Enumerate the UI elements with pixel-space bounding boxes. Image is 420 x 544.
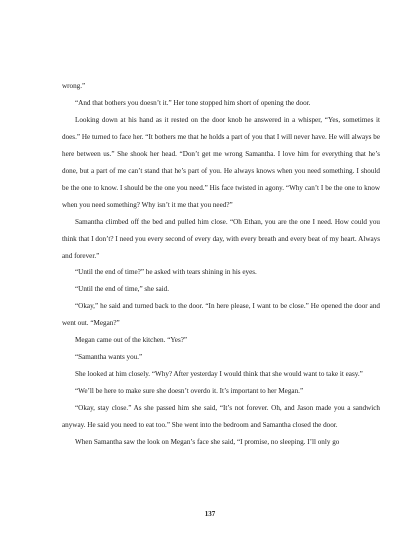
page-number: 137 bbox=[204, 510, 216, 518]
paragraph-10: She looked at him closely. “Why? After yesterday I would think that she would want to take it easy.” bbox=[75, 370, 363, 379]
paragraph-5: “Until the end of time?” he asked with tears shining in his eyes. bbox=[75, 268, 257, 277]
paragraph-4: Samantha climbed off the bed and pulled him close. “Oh Ethan, you are the one I need. How could you think that I don’t? I need you every second of every day, with every breath and every beat of my heart. Always and forever.” bbox=[62, 217, 380, 260]
paragraph-1: wrong.” bbox=[62, 82, 86, 90]
paragraph-2: “And that bothers you doesn’t it.” Her tone stopped him short of opening the door. bbox=[75, 98, 311, 107]
paragraph-3: Looking down at his hand as it rested on the door knob he answered in a whisper, “Yes, sometimes it does.” He turned to face her. “It bothers me that he holds a part of you that I will never have. He will always be here between us.” She shook her head. “Don’t get me wrong Samantha. I love him for everything that he’s done, but a part of me can’t stand that he’s part of you. He always knows when you need something. I should be the one to know. I should be the one you need.” His face twisted in agony. “Why can’t I be the one to know when you need something? Why isn’t it me that you need?” bbox=[62, 115, 380, 209]
paragraph-12: “Okay, stay close.” As she passed him she said, “It’s not forever. Oh, and Jason made you a sandwich anyway. He said you need to eat too.” She went into the bedroom and Samantha closed the door. bbox=[62, 404, 380, 430]
page-body bbox=[62, 78, 380, 451]
paragraph-8: Megan came out of the kitchen. “Yes?” bbox=[75, 336, 188, 345]
paragraph-6: “Until the end of time,” she said. bbox=[75, 285, 169, 294]
paragraph-11: “We’ll be here to make sure she doesn’t overdo it. It’s important to her Megan.” bbox=[75, 387, 304, 396]
paragraph-7: “Okay,” he said and turned back to the door. “In here please, I want to be close.” He opened the door and went out. “Megan?” bbox=[62, 302, 380, 328]
paragraph-9: “Samantha wants you.” bbox=[75, 353, 143, 362]
paragraph-13: When Samantha saw the look on Megan’s face she said, “I promise, no sleeping. I’ll only go bbox=[75, 438, 340, 447]
